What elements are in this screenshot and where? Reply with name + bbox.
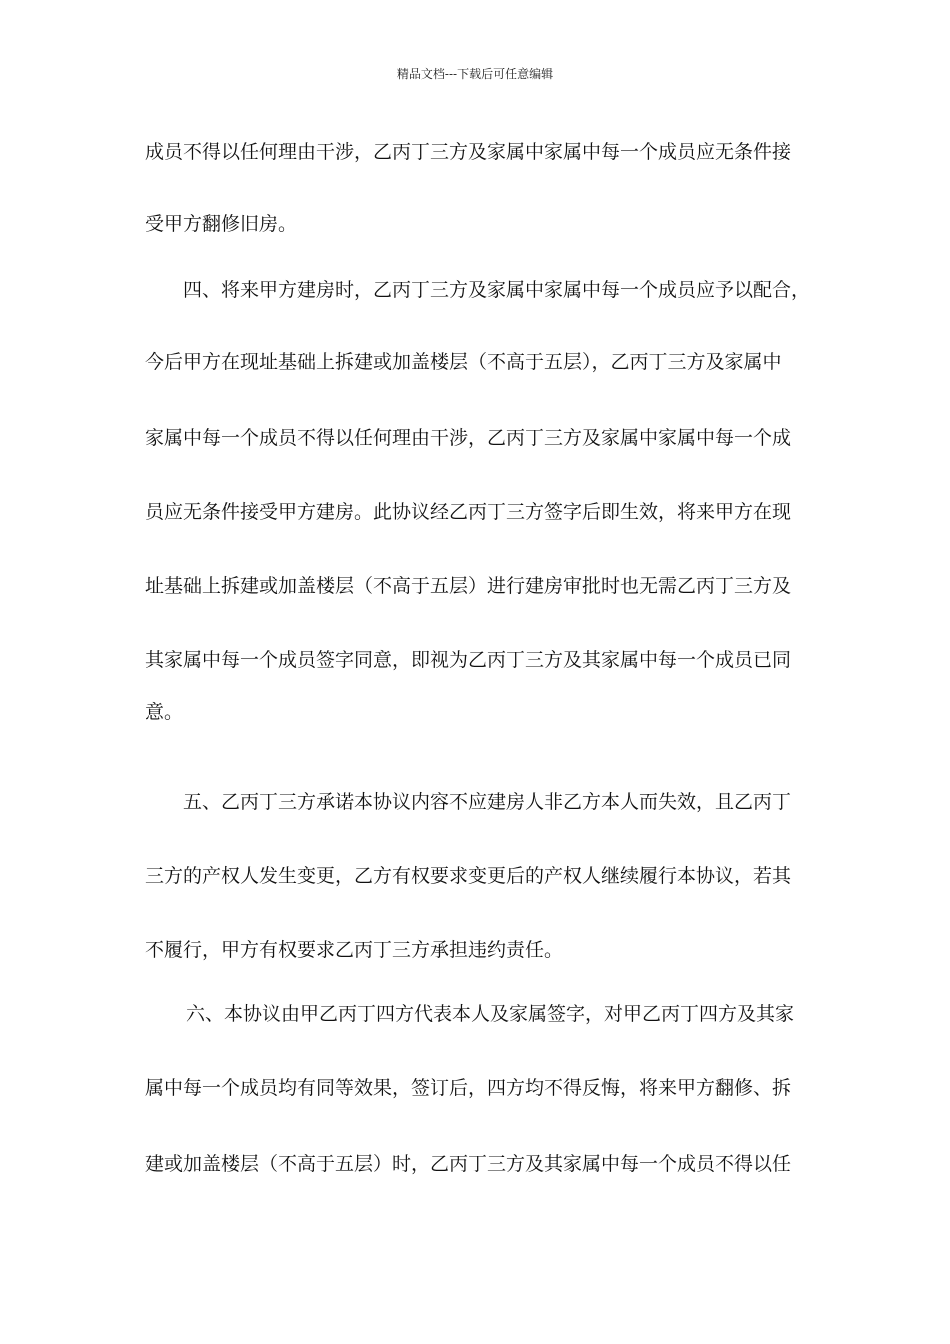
body-line: 意。	[145, 701, 184, 723]
paragraph-six-first-line: 六、本协议由甲乙丙丁四方代表本人及家属签字，对甲乙丙丁四方及其家	[186, 1003, 795, 1025]
page-header: 精品文档---下载后可任意编辑	[396, 67, 554, 81]
body-line: 今后甲方在现址基础上拆建或加盖楼层（不高于五层），乙丙丁三方及家属中	[145, 351, 782, 373]
body-line: 其家属中每一个成员签字同意，即视为乙丙丁三方及其家属中每一个成员已同	[145, 649, 792, 671]
body-line: 属中每一个成员均有同等效果，签订后，四方均不得反悔，将来甲方翻修、拆	[145, 1077, 792, 1099]
body-line: 址基础上拆建或加盖楼层（不高于五层）进行建房审批时也无需乙丙丁三方及	[145, 575, 792, 597]
body-line: 受甲方翻修旧房。	[145, 213, 298, 235]
body-line: 成员不得以任何理由干涉，乙丙丁三方及家属中家属中每一个成员应无条件接	[145, 141, 792, 163]
body-line: 不履行，甲方有权要求乙丙丁三方承担违约责任。	[145, 939, 564, 961]
body-line: 员应无条件接受甲方建房。此协议经乙丙丁三方签字后即生效，将来甲方在现	[145, 501, 792, 523]
paragraph-five-first-line: 五、乙丙丁三方承诺本协议内容不应建房人非乙方本人而失效，且乙丙丁	[183, 791, 792, 813]
body-line: 三方的产权人发生变更，乙方有权要求变更后的产权人继续履行本协议，若其	[145, 865, 792, 887]
body-line: 建或加盖楼层（不高于五层）时，乙丙丁三方及其家属中每一个成员不得以任	[145, 1153, 792, 1175]
body-line: 家属中每一个成员不得以任何理由干涉，乙丙丁三方及家属中家属中每一个成	[145, 427, 792, 449]
paragraph-four-first-line: 四、将来甲方建房时，乙丙丁三方及家属中家属中每一个成员应予以配合，	[183, 279, 811, 301]
